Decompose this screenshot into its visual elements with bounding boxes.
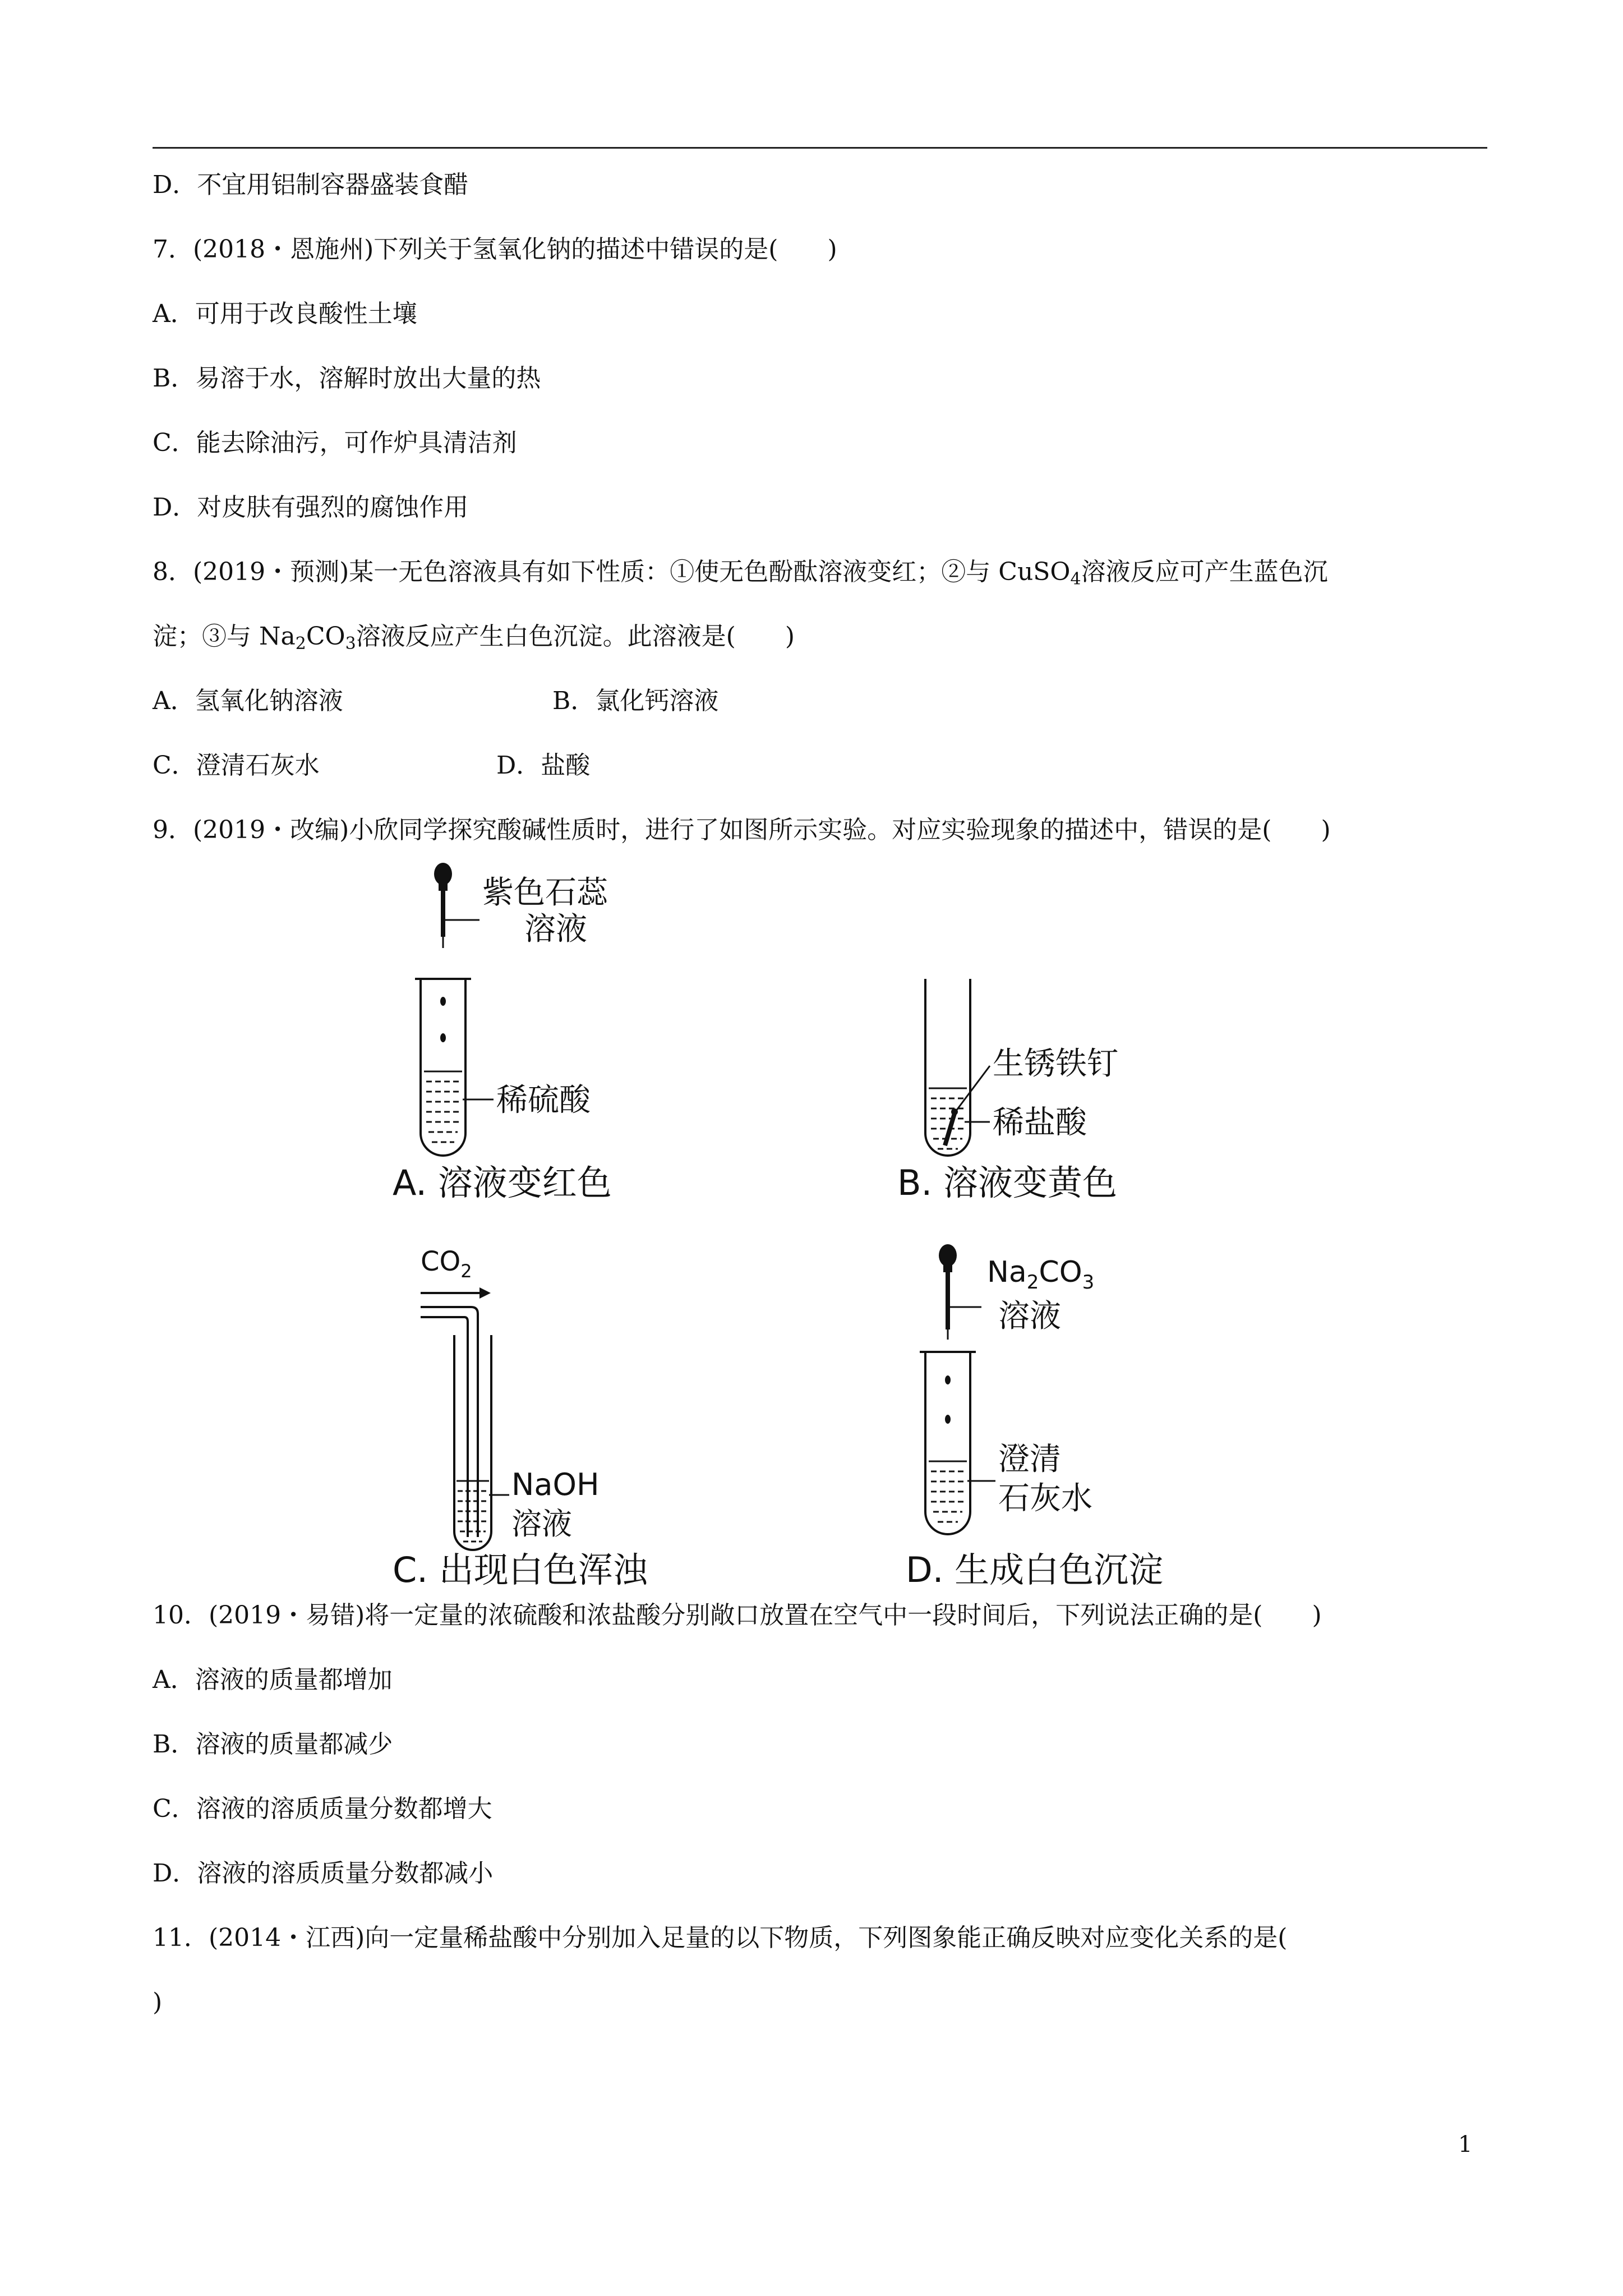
- q7-option-c: C．能去除油污，可作炉具清洁剂: [153, 429, 517, 457]
- q7-option-b: B．易溶于水，溶解时放出大量的热: [153, 364, 541, 393]
- q10-option-a: A．溶液的质量都增加: [153, 1665, 393, 1694]
- a-reagent-label: 紫色石蕊: [482, 875, 608, 911]
- test-tube-icon: [920, 1352, 995, 1534]
- panel-c: [393, 1246, 649, 1588]
- c-liquid-label: 溶液: [511, 1506, 572, 1542]
- b-caption: B. 溶液变黄色: [897, 1162, 1117, 1203]
- q10-option-c: C．溶液的溶质质量分数都增大: [153, 1795, 492, 1823]
- q8-stem-line1: [153, 555, 1328, 596]
- subscript: 2: [295, 634, 306, 654]
- header-rule: [153, 147, 1487, 149]
- b-liquid-label: 稀盐酸: [993, 1105, 1087, 1141]
- q6-option-d: D．不宜用铝制容器盛装食醋: [153, 171, 469, 199]
- q8-stem-text: 溶液反应产生白色沉淀。此溶液是( ): [356, 622, 795, 651]
- test-tube-icon: [415, 979, 494, 1156]
- q11-stem-cont: ): [153, 1988, 163, 2017]
- q9-stem: 9．(2019・改编)小欣同学探究酸碱性质时，进行了如图所示实验。对应实验现象的描述中，错误的是( ): [153, 816, 1331, 844]
- a-liquid-label: 稀硫酸: [496, 1082, 591, 1119]
- q7-option-a: A．可用于改良酸性土壤: [153, 300, 417, 328]
- q10-stem: 10．(2019・易错)将一定量的浓硫酸和浓盐酸分别敞口放置在空气中一段时间后，下列说法正确的是( ): [153, 1601, 1322, 1630]
- arrow-icon: [479, 1287, 491, 1299]
- q8-stem-text: 淀；③与 Na: [153, 622, 296, 651]
- q7-option-d: D．对皮肤有强烈的腐蚀作用: [153, 493, 469, 522]
- dropper-icon: [434, 863, 452, 948]
- q8-stem-text: 8．(2019・预测)某一无色溶液具有如下性质：①使无色酚酞溶液变红；②与 CuSO: [153, 558, 1071, 586]
- gas-tube-icon: [421, 1307, 478, 1537]
- panel-d: [906, 1244, 1163, 1588]
- q8-option-c: C．澄清石灰水: [153, 751, 320, 780]
- d-liquid-label: 澄清: [998, 1441, 1061, 1478]
- a-caption: A. 溶液变红色: [393, 1162, 612, 1203]
- d-caption: D. 生成白色沉淀: [906, 1549, 1164, 1588]
- test-tube-icon: [454, 1335, 509, 1550]
- d-liquid-label: 石灰水: [998, 1480, 1092, 1517]
- d-reagent-label: 溶液: [998, 1298, 1061, 1335]
- q11-stem: 11．(2014・江西)向一定量稀盐酸中分别加入足量的以下物质，下列图象能正确反映对应变化关系的是(: [153, 1924, 1288, 1952]
- q8-stem-line2: [153, 620, 795, 661]
- test-tube-icon: [925, 979, 990, 1156]
- q8-stem-text: CO: [306, 622, 345, 651]
- q7-stem: 7．(2018・恩施州)下列关于氢氧化钠的描述中错误的是( ): [153, 235, 837, 264]
- q10-option-d: D．溶液的溶质质量分数都减小: [153, 1859, 494, 1888]
- q8-option-d: D．盐酸: [496, 751, 591, 780]
- q9-experiment-figure: [381, 858, 1279, 1588]
- panel-b: [897, 979, 1118, 1203]
- q8-option-b: B．氯化钙溶液: [552, 687, 719, 715]
- dropper-icon: [939, 1244, 957, 1340]
- d-reagent-label: $Na_2CO_3$: [987, 1255, 1095, 1294]
- c-caption: C. 出现白色浑浊: [393, 1549, 648, 1588]
- subscript: 3: [345, 634, 356, 654]
- a-reagent-label: 溶液: [524, 911, 587, 947]
- panel-a: [393, 863, 612, 1203]
- q8-option-a: A．氢氧化钠溶液: [153, 687, 343, 715]
- subscript: 4: [1070, 569, 1081, 589]
- q8-stem-text: 溶液反应可产生蓝色沉: [1081, 558, 1328, 586]
- b-solid-label: 生锈铁钉: [993, 1046, 1118, 1082]
- page-number: 1: [1458, 2132, 1473, 2157]
- c-liquid-label: NaOH: [511, 1467, 600, 1502]
- c-gas-label: $CO_2$: [421, 1246, 472, 1282]
- q10-option-b: B．溶液的质量都减少: [153, 1730, 393, 1759]
